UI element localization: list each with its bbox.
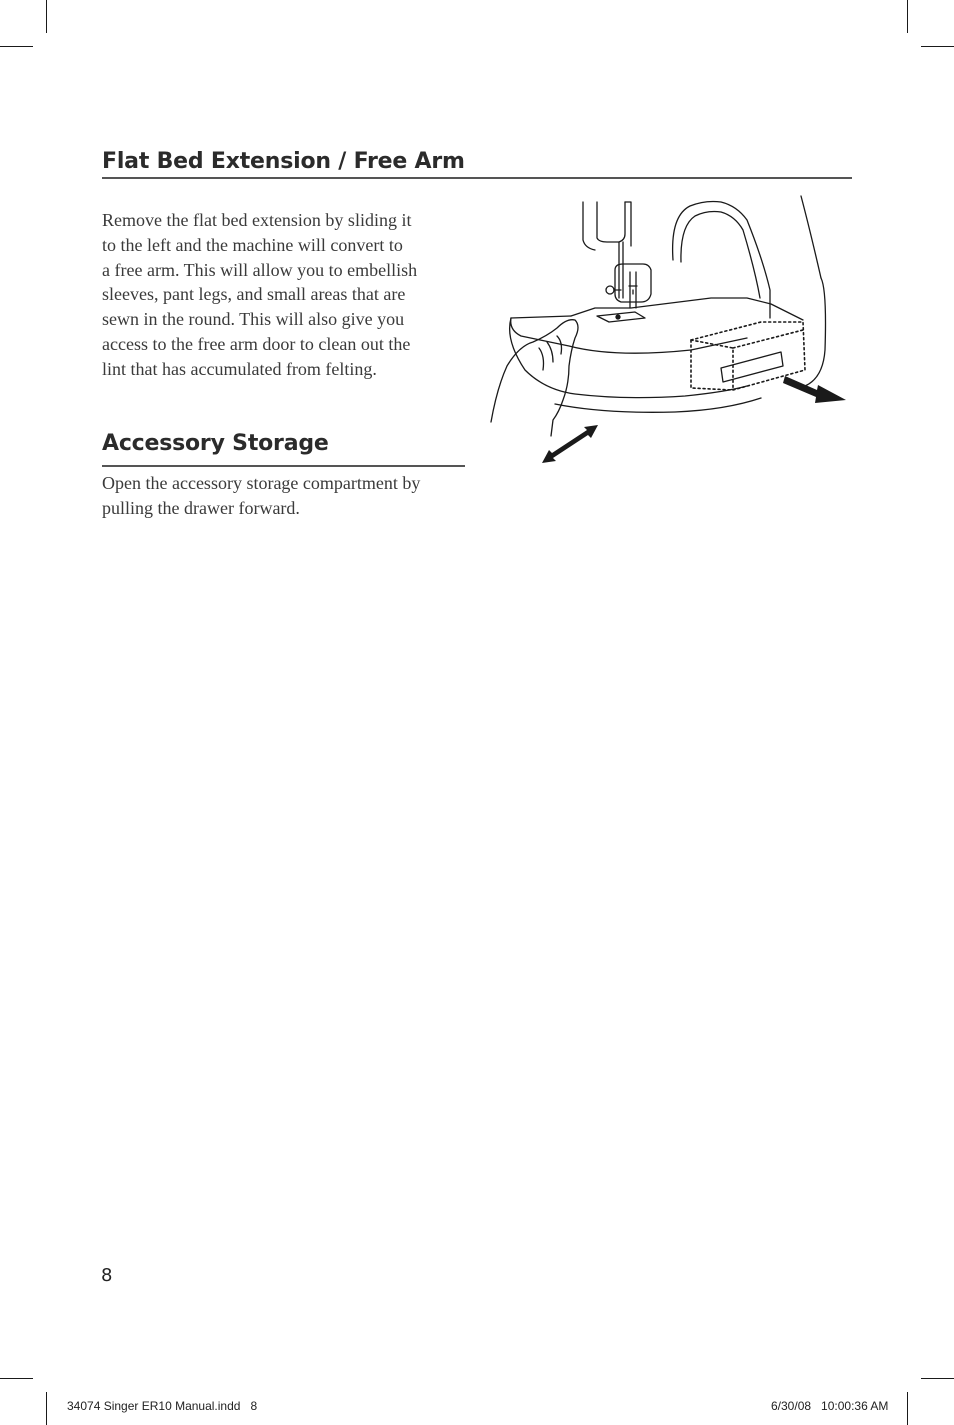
- section-rule-flat-bed: [102, 177, 852, 179]
- crop-mark-bottom-right-horizontal: [921, 1378, 954, 1379]
- needle-plate-hole: [616, 315, 620, 319]
- crop-mark-bottom-right-vertical: [907, 1392, 908, 1425]
- section-rule-accessory-storage: [102, 465, 465, 467]
- bed-top-surface: [571, 298, 803, 320]
- crop-mark-bottom-left-horizontal: [0, 1378, 33, 1379]
- crop-mark-top-left-horizontal: [0, 46, 33, 47]
- double-arrow-icon: [542, 425, 598, 463]
- sewing-machine-illustration: [485, 190, 850, 470]
- text-line: lint that has accumulated from felting.: [102, 358, 377, 379]
- text-line: a free arm. This will allow you to embellish: [102, 259, 418, 280]
- machine-head-outline: [583, 202, 595, 250]
- drawer-front: [691, 340, 733, 390]
- text-line: to the left and the machine will convert to: [102, 234, 403, 255]
- text-line: sleeves, pant legs, and small areas that are: [102, 284, 406, 305]
- crop-mark-top-left-vertical: [46, 0, 47, 33]
- flat-bed-edge: [511, 316, 571, 318]
- machine-right-side: [805, 278, 826, 386]
- crop-mark-top-right-horizontal: [921, 46, 954, 47]
- page-number: 8: [101, 1265, 113, 1286]
- footer-timestamp: 6/30/08 10:00:36 AM: [771, 1399, 889, 1413]
- text-line: Open the accessory storage compartment by: [102, 473, 421, 493]
- section-heading-accessory-storage: Accessory Storage: [102, 431, 329, 456]
- text-line: pulling the drawer forward.: [102, 497, 300, 518]
- text-line: sewn in the round. This will also give you: [102, 309, 405, 330]
- machine-back-edge: [801, 196, 821, 278]
- crop-mark-bottom-left-vertical: [46, 1392, 47, 1425]
- text-line: Remove the flat bed extension by sliding it: [102, 210, 412, 230]
- crop-mark-top-right-vertical: [907, 0, 908, 33]
- thumb-screw: [606, 286, 614, 294]
- section-heading-flat-bed: Flat Bed Extension / Free Arm: [102, 149, 465, 174]
- machine-head-front: [597, 202, 625, 242]
- bed-bottom: [555, 398, 761, 412]
- section-body-flat-bed: [102, 208, 417, 382]
- text-line: access to the free arm door to clean out the: [102, 333, 411, 354]
- needle-plate: [597, 312, 645, 322]
- flat-bed-front: [510, 318, 747, 398]
- footer-file-info: 34074 Singer ER10 Manual.indd 8: [67, 1399, 258, 1413]
- machine-column: [625, 202, 631, 246]
- drawer-inner: [721, 352, 783, 382]
- section-body-accessory-storage: [102, 471, 420, 521]
- presser-foot-holder: [615, 264, 651, 302]
